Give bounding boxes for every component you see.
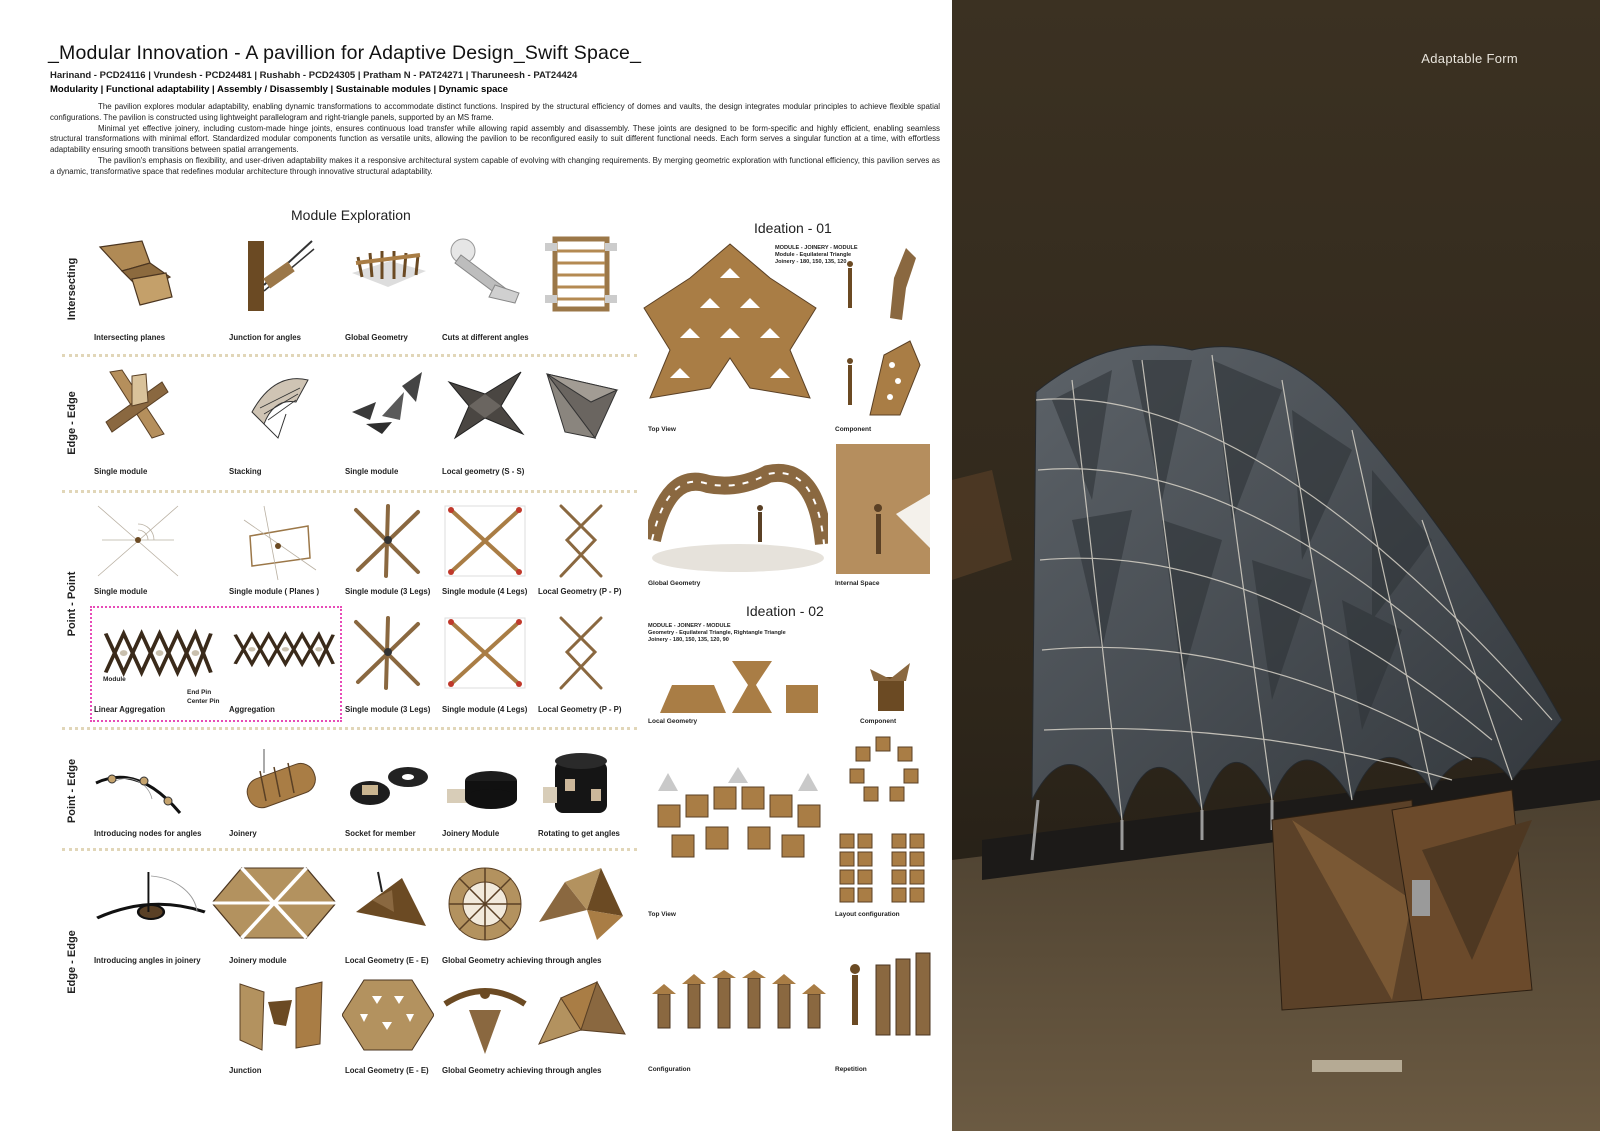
abstract-paragraph: Minimal yet effective joinery, including custom-made hinge joints, ensures continuous load transfer while allowing rapid assembly and disassembly. These joints are designed to be form-specific and highly efficient, enabling seamless structural transformations with minimal effort. Standardized modular components function as versatile units, allowing the pavilion to be reconfigured easily to suit different functional needs. Each form serves a singular function at a time, with effortless adaptability ensuring smooth transitions between spatial arrangements. <box>50 123 940 155</box>
abstract-paragraph: The pavilion explores modular adaptability, enabling dynamic transformations to accommodate distinct functions. Inspired by the structural efficiency of domes and vaults, the design integrates modular principles to achieve flexible spatial configurations. The pavilion is constructed using lightweight parallelogram and right-triangle panels, supported by an MS frame. <box>50 102 940 122</box>
note-line: Geometry - Equilateral Triangle, Rightangle Triangle <box>648 630 786 636</box>
ideation-02-component-image <box>860 655 920 715</box>
ideation-01-internal-space-image <box>836 444 930 574</box>
row-label-intersecting: Intersecting <box>66 257 78 321</box>
caption: Single module <box>94 467 148 476</box>
node-arc-image <box>92 743 184 825</box>
pp-geometry-image <box>535 612 627 694</box>
caption: Single module <box>94 587 148 596</box>
module-exploration-heading: Module Exploration <box>291 207 411 223</box>
ideation-02-heading: Ideation - 02 <box>746 603 824 619</box>
three-leg-module-image <box>342 500 434 582</box>
caption: Single module (4 Legs) <box>442 705 528 714</box>
junction-angles-image <box>234 233 326 315</box>
caption: Repetition <box>835 1066 867 1073</box>
joinery-module-image <box>439 743 531 825</box>
triangle-geometry-image <box>342 862 434 944</box>
row-divider <box>62 490 637 493</box>
four-leg-module-image <box>439 612 531 694</box>
caption: Rotating to get angles <box>538 829 620 838</box>
ideation-02-local-geometry-image <box>648 655 828 715</box>
row-label-point-point: Point - Point <box>66 571 78 637</box>
abstract <box>50 102 940 178</box>
caption: Linear Aggregation <box>94 705 166 714</box>
caption: Top View <box>648 911 676 918</box>
caption: Introducing angles in joinery <box>94 956 201 965</box>
caption: Single module (3 Legs) <box>345 587 431 596</box>
row-label-point-edge: Point - Edge <box>66 758 78 824</box>
caption: Aggregation <box>229 705 275 714</box>
caption: Component <box>835 426 872 433</box>
caption: Junction for angles <box>229 333 301 342</box>
ideation-02-note <box>648 623 786 644</box>
ideation-02-top-view-image <box>648 765 828 900</box>
row-divider <box>62 727 637 730</box>
caption: Global Geometry achieving through angles <box>442 1066 602 1075</box>
cross-module-image <box>92 362 184 444</box>
module-label: Module <box>103 676 126 683</box>
caption: Local Geometry (E - E) <box>345 956 429 965</box>
note-line: Joinery - 180, 150, 135, 120, 90 <box>648 637 729 643</box>
spike-geometry-image <box>439 974 531 1056</box>
author-list: Harinand - PCD24116 | Vrundesh - PCD24481 | Rushabh - PCD24305 | Pratham N - PAT24271 | Tharuneesh - PAT24424 <box>50 70 578 81</box>
caption: Global Geometry achieving through angles <box>442 956 602 965</box>
note-line: MODULE - JOINERY - MODULE <box>775 245 858 251</box>
aggregation-image <box>228 620 338 680</box>
caption: Stacking <box>229 467 262 476</box>
angled-cuts-image <box>439 233 531 315</box>
ideation-02-configuration-image <box>648 970 828 1040</box>
pin-diagram-image <box>92 500 184 582</box>
ladder-frame-image <box>535 233 627 315</box>
angle-joinery-image <box>92 862 210 944</box>
caption: Layout configuration <box>835 911 900 918</box>
caption: Internal Space <box>835 580 880 587</box>
page-title: _Modular Innovation - A pavillion for Adaptive Design_Swift Space_ <box>48 42 642 64</box>
three-leg-module-image <box>342 612 434 694</box>
ideation-01-global-geometry-image <box>648 460 828 575</box>
caption: Introducing nodes for angles <box>94 829 202 838</box>
row-label-edge-edge-2: Edge - Edge <box>66 930 78 994</box>
socket-image <box>342 743 434 825</box>
ideation-01-component-image <box>840 335 930 420</box>
photo-caption: Adaptable Form <box>1421 51 1518 66</box>
ideation-02-ring-layout-image <box>846 735 922 805</box>
ideation-01-top-view-image <box>640 238 820 408</box>
caption: Joinery Module <box>442 829 500 838</box>
abstract-paragraph: The pavilion's emphasis on flexibility, and user-driven adaptability makes it a responsive architectural system capable of evolving with changing requirements. By merging geometric exploration with functional efficiency, this pavilion serves as a dynamic, transformative space that redefines modular architecture through innovative structural adaptability. <box>50 155 940 176</box>
caption: Socket for member <box>345 829 416 838</box>
ideation-01-heading: Ideation - 01 <box>754 220 832 236</box>
legend-center-pin: Center Pin <box>187 698 220 705</box>
global-geometry-image <box>342 233 434 315</box>
model-photo <box>952 0 1600 1131</box>
caption: Local Geometry <box>648 718 698 725</box>
four-leg-module-image <box>439 500 531 582</box>
caption: Single module (3 Legs) <box>345 705 431 714</box>
caption: Component <box>860 718 897 725</box>
caption: Junction <box>229 1066 262 1075</box>
caption: Joinery module <box>229 956 287 965</box>
hex-joinery-image <box>212 862 336 944</box>
shard-module-image <box>342 362 434 444</box>
caption: Cuts at different angles <box>442 333 529 342</box>
caption: Local Geometry (E - E) <box>345 1066 429 1075</box>
ideation-02-repetition-image <box>846 945 932 1045</box>
caption: Configuration <box>648 1066 691 1073</box>
faceted-geometry-image <box>535 862 627 944</box>
caption: Single module ( Planes ) <box>229 587 320 596</box>
caption: Joinery <box>229 829 257 838</box>
plane-module-image <box>234 500 326 582</box>
keyword-list: Modularity | Functional adaptability | Assembly / Disassembly | Sustainable modules | Dynamic space <box>50 84 508 95</box>
ideation-02-layout-configuration-image <box>836 830 932 908</box>
junction-panels-image <box>234 974 326 1056</box>
caption: Local geometry (S - S) <box>442 467 525 476</box>
caption: Local Geometry (P - P) <box>538 587 622 596</box>
stacking-image <box>234 362 326 444</box>
caption: Global Geometry <box>345 333 408 342</box>
intersecting-planes-image <box>92 233 184 315</box>
note-line: Module - Equilateral Triangle <box>775 252 852 258</box>
note-line: MODULE - JOINERY - MODULE <box>648 623 731 629</box>
dome-geometry-image <box>439 862 531 944</box>
row-divider <box>62 354 637 357</box>
hex-local-geometry-image <box>342 974 434 1056</box>
tube-joinery-image <box>234 743 326 825</box>
caption: Single module <box>345 467 399 476</box>
caption: Single module (4 Legs) <box>442 587 528 596</box>
caption: Local Geometry (P - P) <box>538 705 622 714</box>
pavilion-model-image <box>952 0 1600 1131</box>
pyramid-image <box>535 362 627 444</box>
star-geometry-image <box>439 362 531 444</box>
legend-end-pin: End Pin <box>187 689 212 696</box>
caption: Intersecting planes <box>94 333 166 342</box>
caption: Global Geometry <box>648 580 701 587</box>
row-label-edge-edge: Edge - Edge <box>66 391 78 455</box>
pp-geometry-image <box>535 500 627 582</box>
ideation-01-figure-image <box>840 238 930 326</box>
shell-geometry-image <box>535 974 627 1056</box>
note-line: Joinery - 180, 150, 135, 120 <box>775 259 847 265</box>
rotating-joint-image <box>535 743 627 825</box>
row-divider <box>62 848 637 851</box>
caption: Top View <box>648 426 676 433</box>
